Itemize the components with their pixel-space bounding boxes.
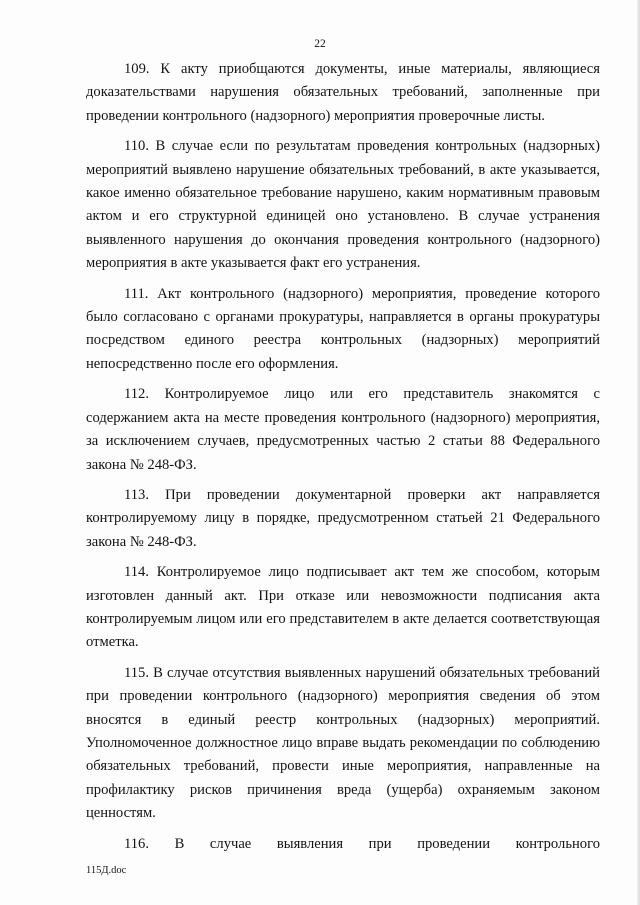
document-body	[86, 58, 600, 863]
file-name-footer: 115Д.doc	[86, 865, 127, 876]
paragraph-113: 113. При проведении документарной проверки акт направляется контролируемому лицу в порядке, предусмотренном статьей 21 Федерального закона № 248-ФЗ.	[86, 486, 600, 550]
paragraph-109: 109. К акту приобщаются документы, иные материалы, являющиеся доказательствами нарушения обязательных требований, заполненные при проведении контрольного (надзорного) мероприятия проверочные листы.	[86, 61, 600, 124]
paragraph-111: 111. Акт контрольного (надзорного) мероприятия, проведение которого было согласовано с органами прокуратуры, направляется в органы прокуратуры посредством единого реестра контрольных (надзорных) мероприятий непосредственно после его оформления.	[86, 285, 600, 372]
paragraph-116: 116. В случае выявления при проведении контрольного	[124, 835, 600, 852]
paragraph-110: 110. В случае если по результатам проведения контрольных (надзорных) мероприятий выявлено нарушение обязательных требований, в акте указывается, какое именно обязательное требование нарушено, каким нормативным правовым актом и его структурной единицей оно установлено. В случае устранения выявленного нарушения до окончания проведения контрольного (надзорного) мероприятия в акте указывается факт его устранения.	[86, 138, 600, 272]
page-number: 22	[314, 38, 326, 50]
paragraph-114: 114. Контролируемое лицо подписывает акт тем же способом, которым изготовлен данный акт. При отказе или невозможности подписания акта контролируемым лицом или его представителем в акте делается соответствующая отметка.	[86, 564, 600, 651]
paragraph-112: 112. Контролируемое лицо или его представитель знакомятся с содержанием акта на месте проведения контрольного (надзорного) мероприятия, за исключением случаев, предусмотренных частью 2 статьи 88 Федерального закона № 248-ФЗ.	[86, 386, 600, 473]
paragraph-115: 115. В случае отсутствия выявленных нарушений обязательных требований при проведении контрольного (надзорного) мероприятия сведения об этом вносятся в единый реестр контрольных (надзорных) мероприятий. Уполномоченное должностное лицо вправе выдать рекомендации по соблюдению обязательных требований, провести иные мероприятия, направленные на профилактику рисков причинения вреда (ущерба) охраняемым законом ценностям.	[86, 664, 600, 822]
